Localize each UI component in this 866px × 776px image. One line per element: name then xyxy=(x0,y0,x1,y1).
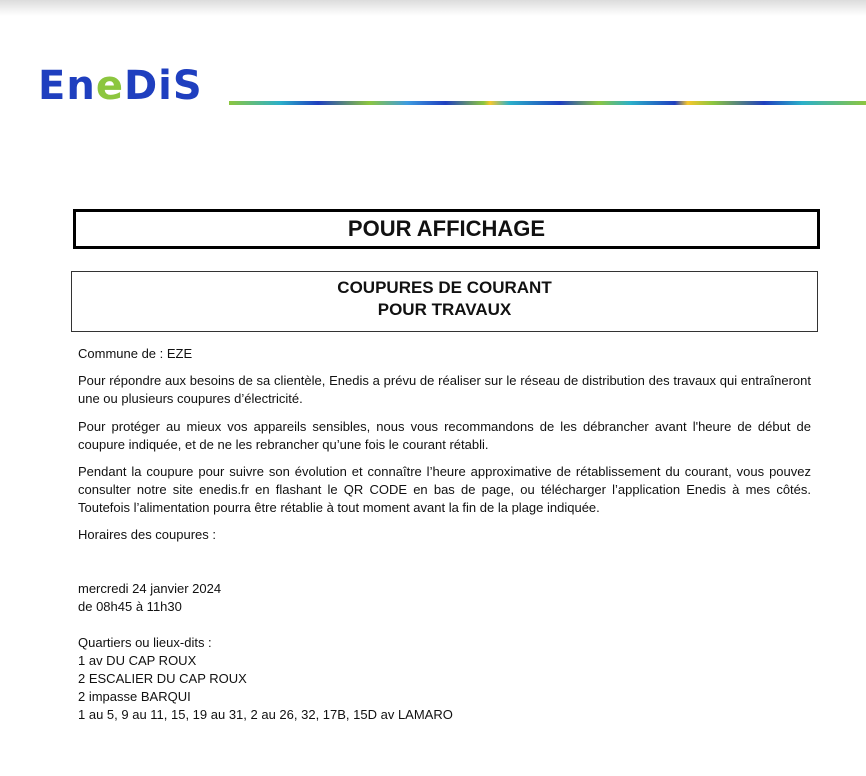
logo-text-part3: DiS xyxy=(123,63,203,109)
heading-affichage: POUR AFFICHAGE xyxy=(73,209,820,249)
horaires-label: Horaires des coupures : xyxy=(78,527,217,542)
paragraph-besoins: Pour répondre aux besoins de sa clientèle, Enedis a prévu de réaliser sur le réseau de distribution des travaux qui entraîneront une ou plusieurs coupures d’électricité. xyxy=(78,373,811,406)
coupure-time-range: de 08h45 à 11h30 xyxy=(78,599,182,614)
location-item: 1 au 5, 9 au 11, 15, 19 au 31, 2 au 26, 32, 17B, 15D av LAMARO xyxy=(78,707,453,722)
paragraph-proteger: Pour protéger au mieux vos appareils sensibles, nous vous recommandons de les débrancher avant l'heure de début de coupure indiquée, et de ne les rebrancher qu’une fois le courant rétabli. xyxy=(78,419,811,452)
logo-text-part1: En xyxy=(38,63,96,109)
logo-color-stripe xyxy=(229,101,866,105)
enedis-logo xyxy=(38,63,203,109)
location-item: 1 av DU CAP ROUX xyxy=(78,653,197,668)
heading-coupures-box xyxy=(71,271,818,332)
commune-line: Commune de : EZE xyxy=(78,346,193,361)
location-item: 2 impasse BARQUI xyxy=(78,689,191,704)
location-item: 2 ESCALIER DU CAP ROUX xyxy=(78,671,247,686)
logo-text-part2: e xyxy=(95,63,124,109)
window-top-bar xyxy=(0,0,866,16)
location-list xyxy=(78,652,811,724)
coupure-date: mercredi 24 janvier 2024 xyxy=(78,581,222,596)
heading-coupures-line1: COUPURES DE COURANT xyxy=(337,278,552,297)
paragraph-suivi: Pendant la coupure pour suivre son évolution et connaître l’heure approximative de rétablissement du courant, vous pouvez consulter notre site enedis.fr en flashant le QR CODE en bas de page, ou télécharger l’application Enedis à mes côtés. Toutefois l’alimentation pourra être rétablie à tout moment avant la fin de la plage indiquée. xyxy=(78,464,811,515)
heading-coupures-line2: POUR TRAVAUX xyxy=(377,300,512,319)
quartiers-label: Quartiers ou lieux-dits : xyxy=(78,635,212,650)
